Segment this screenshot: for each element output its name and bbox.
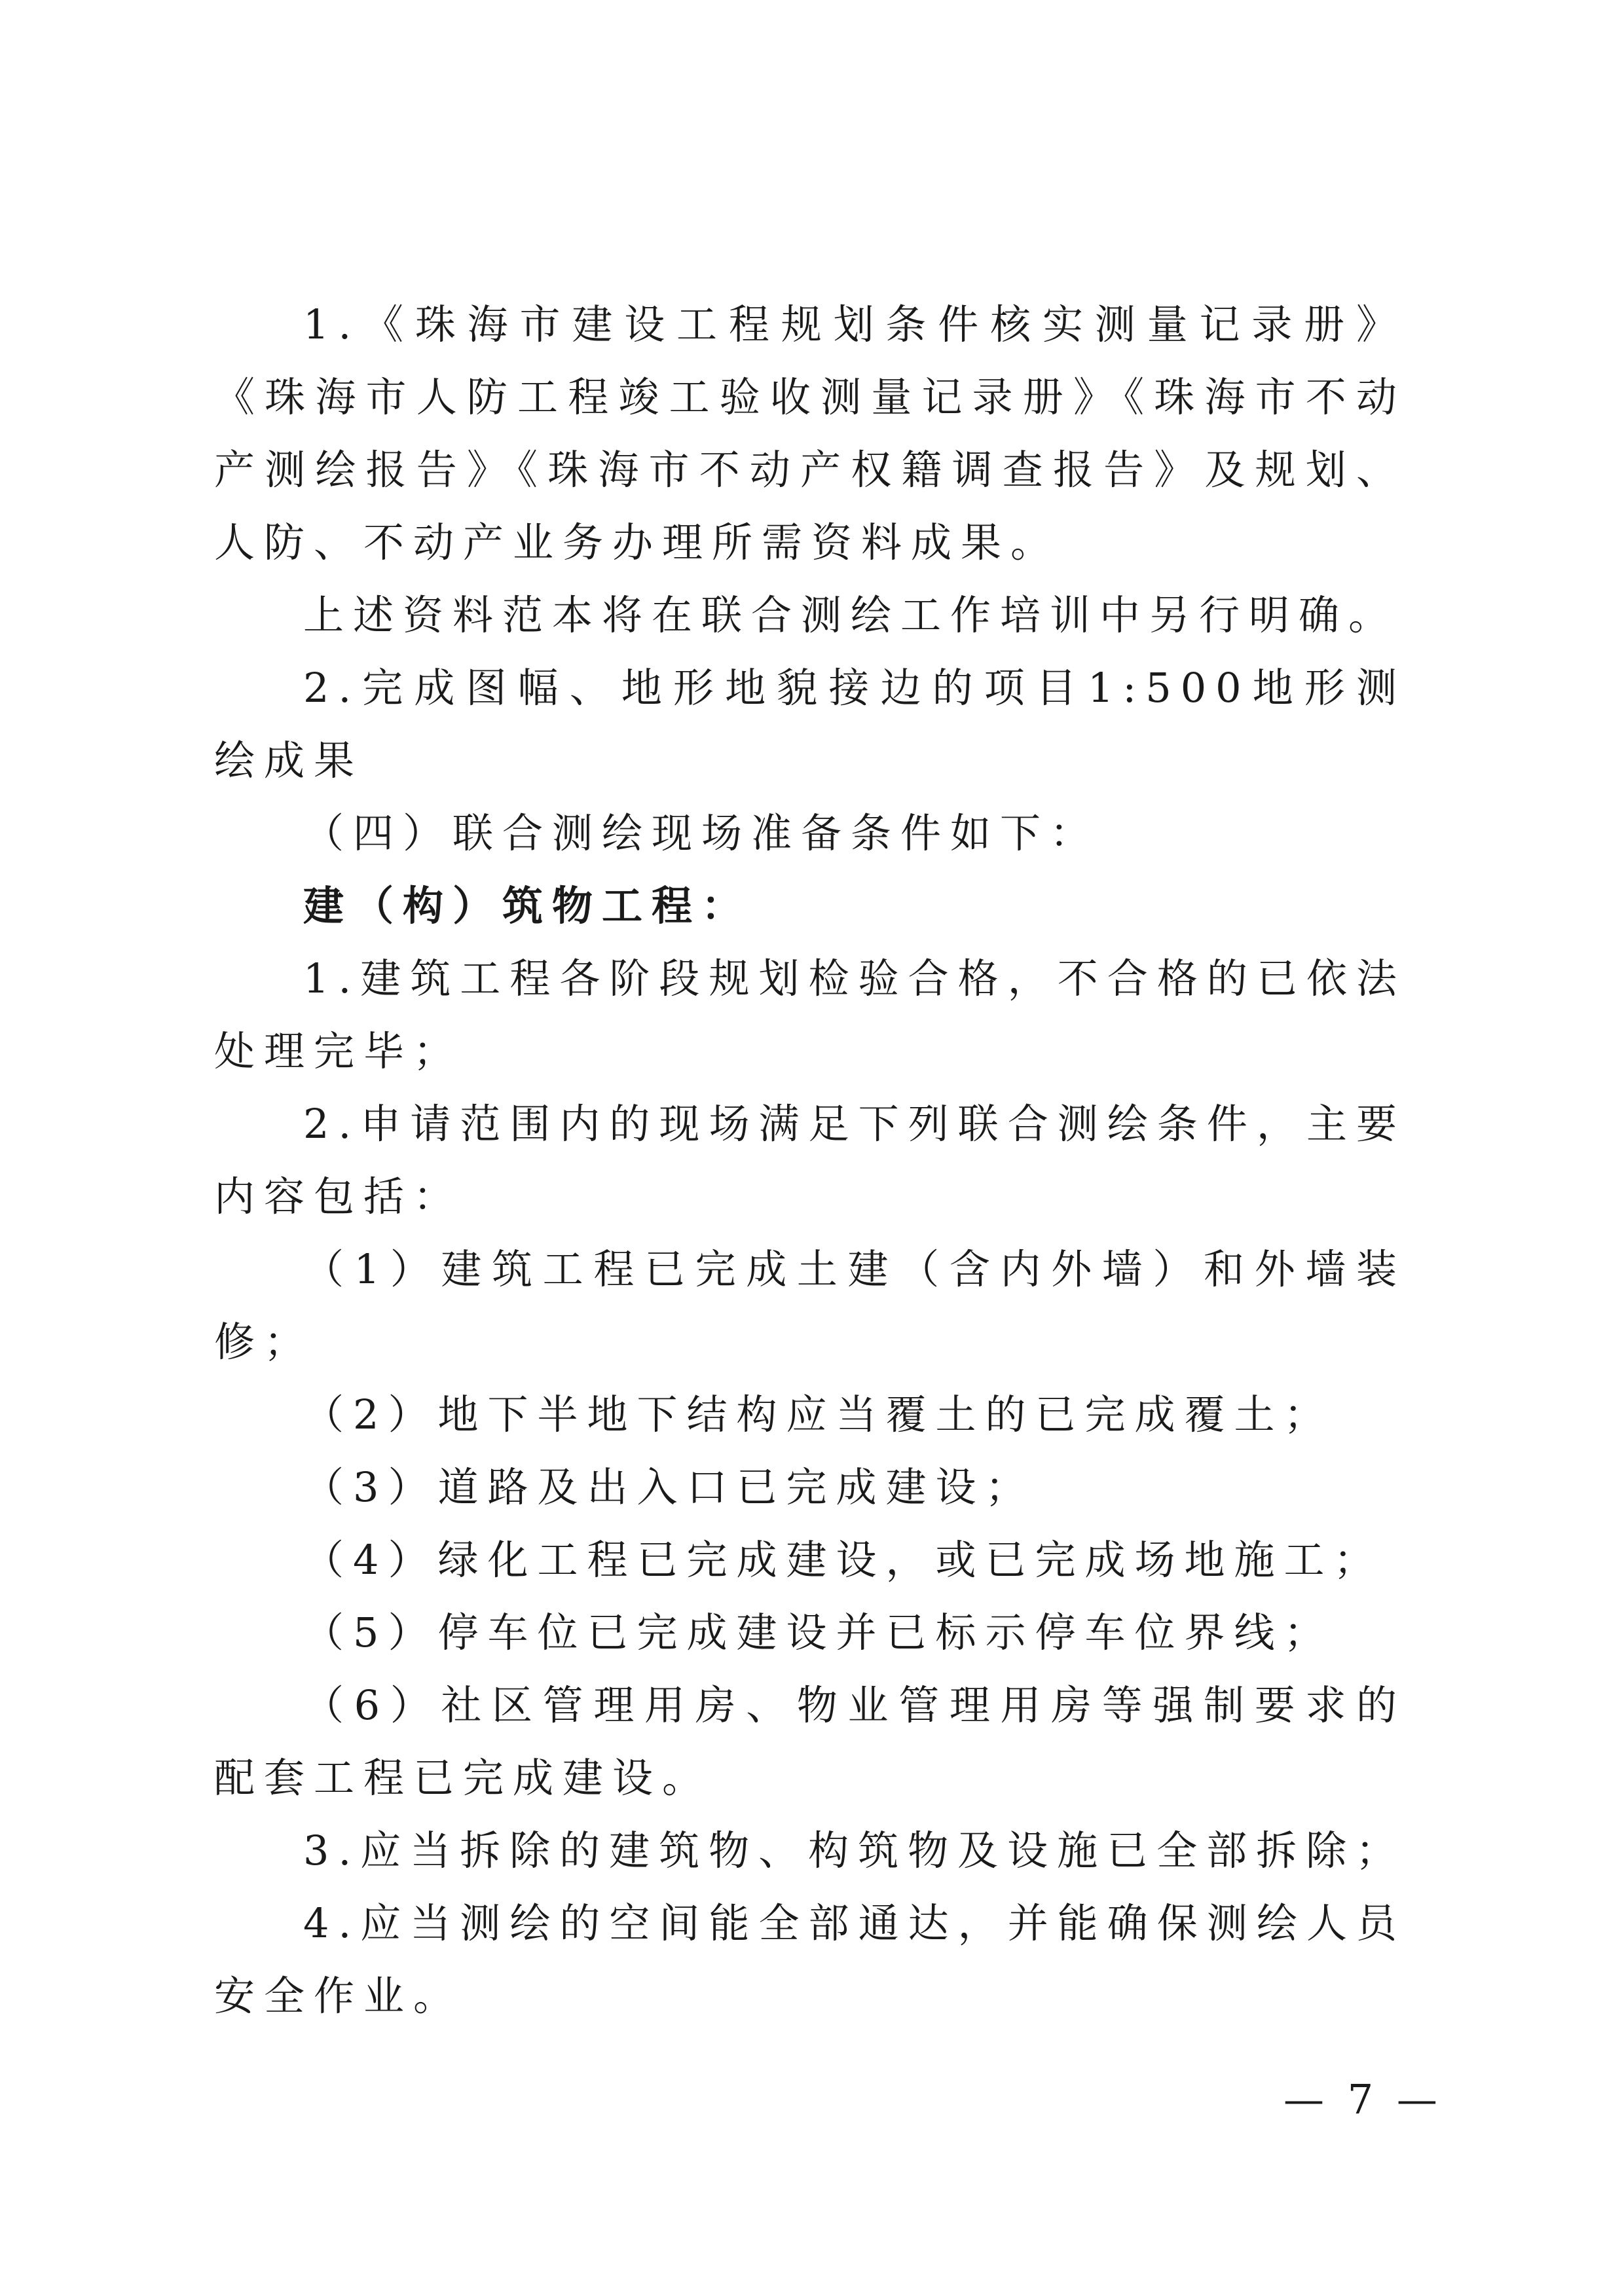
- list-item-sub-2: （2）地下半地下结构应当覆土的已完成覆土；: [303, 1391, 1334, 1438]
- list-item-sub-3: （3）道路及出入口已完成建设；: [303, 1463, 1035, 1511]
- list-item-sub-5: （5）停车位已完成建设并已标示停车位界线；: [303, 1609, 1334, 1656]
- list-item-sub-6: （6）社区管理用房、物业管理用房等强制要求的配套工程已完成建设。: [214, 1681, 1406, 1802]
- list-item-sub-1: （1）建筑工程已完成土建（含内外墙）和外墙装修；: [214, 1245, 1406, 1366]
- paragraph-deliverables-2: 2.完成图幅、地形地貌接边的项目1:500地形测绘成果: [214, 664, 1406, 784]
- page-number: — 7 —: [1283, 2075, 1443, 2123]
- paragraph-condition-2: 2.申请范围内的现场满足下列联合测绘条件，主要内容包括：: [214, 1100, 1406, 1220]
- paragraph-condition-3: 3.应当拆除的建筑物、构筑物及设施已全部拆除；: [303, 1827, 1406, 1874]
- section-heading-preparation: （四）联合测绘现场准备条件如下：: [303, 809, 1100, 857]
- paragraph-condition-1: 1.建筑工程各阶段规划检验合格，不合格的已依法处理完毕；: [214, 955, 1406, 1075]
- paragraph-template-note: 上述资料范本将在联合测绘工作培训中另行明确。: [303, 591, 1399, 639]
- paragraph-deliverables-1: 1.《珠海市建设工程规划条件核实测量记录册》《珠海市人防工程竣工验收测量记录册》《珠海市不动产测绘报告》《珠海市不动产权籍调查报告》及规划、人防、不动产业务办理所需资料成果。: [214, 301, 1406, 566]
- document-body: [214, 288, 1406, 2032]
- paragraph-condition-4: 4.应当测绘的空间能全部通达，并能确保测绘人员安全作业。: [214, 1899, 1406, 2020]
- subheading-building-works: 建（构）筑物工程：: [303, 882, 752, 930]
- list-item-sub-4: （4）绿化工程已完成建设，或已完成场地施工；: [303, 1536, 1384, 1584]
